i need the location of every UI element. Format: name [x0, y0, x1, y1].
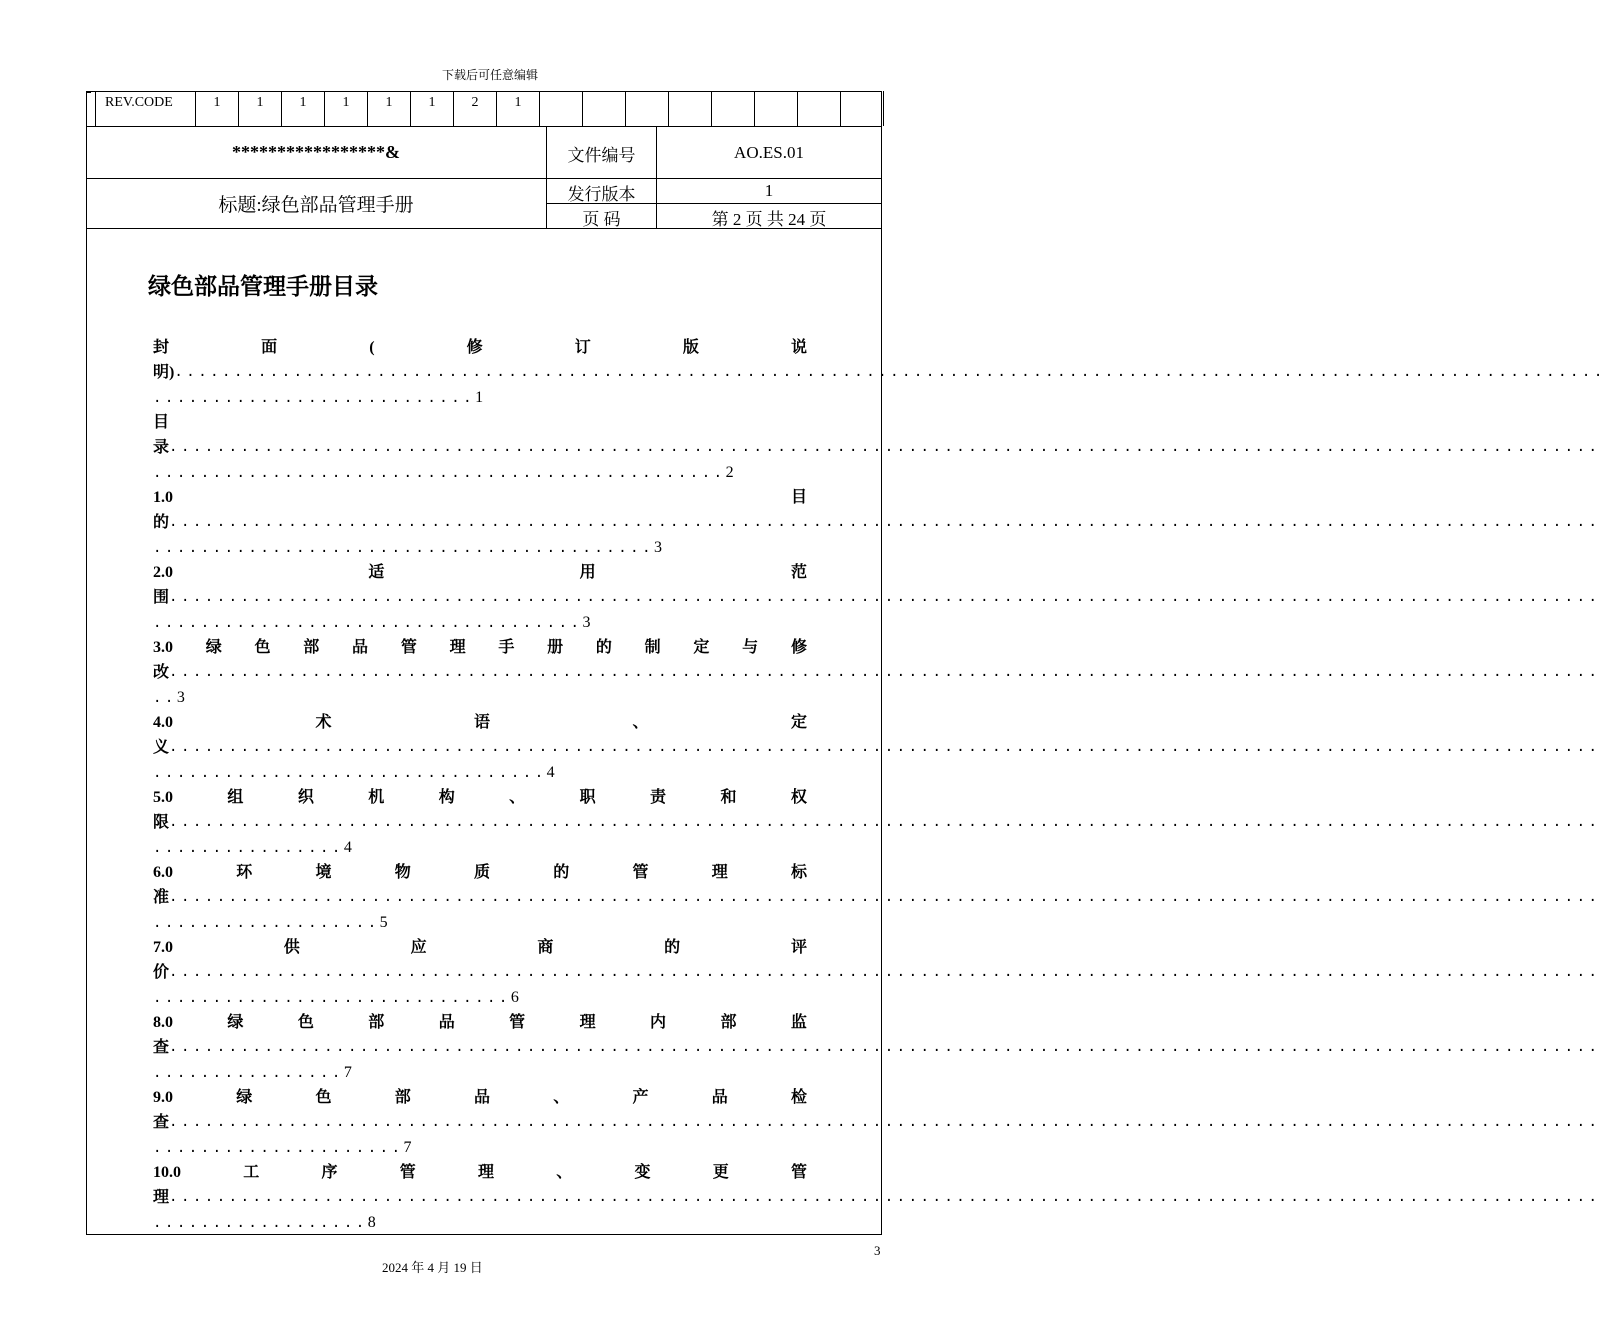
toc-title-char: 范: [790, 564, 807, 581]
toc-entry-leader: [153, 360, 1606, 385]
toc-title-char: 理: [449, 639, 466, 656]
toc-entry-leader: [153, 435, 1601, 460]
toc-title-char: 10.0: [153, 1164, 181, 1181]
toc-title-char: 供: [283, 939, 300, 956]
toc-title-char: 封: [153, 339, 170, 356]
toc-title-char: 理: [711, 864, 728, 881]
toc-title-char: 更: [712, 1164, 729, 1181]
toc-title-char: 管: [632, 864, 649, 881]
toc-title-char: 组: [227, 789, 244, 806]
toc-title-char: 色: [254, 639, 271, 656]
toc-title-char: 用: [579, 564, 596, 581]
toc-entry-leader: [153, 660, 1601, 685]
toc-entry-title: [153, 635, 807, 660]
toc-entry-leader: [153, 1110, 1601, 1135]
dot-leader: ........................................................................................................................: [169, 514, 1601, 530]
rev-code-cell: [841, 91, 884, 126]
dot-leader: ........................................................................................................................: [169, 1039, 1601, 1055]
page-number: 3: [874, 1243, 881, 1258]
toc-entry-leader: [153, 960, 1601, 985]
toc-entry-leader: [153, 1035, 1601, 1060]
dot-leader: ........................................................................................................................: [169, 964, 1601, 980]
toc-title-char: 制: [644, 639, 661, 656]
toc-title-char: 织: [297, 789, 314, 806]
toc-title-end: 改: [153, 664, 170, 681]
doc-number-label: 文件编号: [567, 146, 636, 165]
toc-title-char: 2.0: [153, 564, 173, 581]
rev-code-row: [95, 91, 884, 126]
toc-title-char: 8.0: [153, 1014, 173, 1031]
toc-page-number: 8: [367, 1214, 376, 1231]
toc-entry-page-line: [153, 1060, 807, 1085]
toc-title-end: 查: [153, 1039, 170, 1056]
toc-title-char: 部: [720, 1014, 737, 1031]
toc-title-char: 品: [352, 639, 369, 656]
toc-entry-title: [153, 485, 807, 510]
toc-page-number: 7: [343, 1064, 352, 1081]
toc-title-char: 管: [509, 1014, 526, 1031]
toc-entry-title: [153, 785, 807, 810]
toc-title-char: 部: [394, 1089, 411, 1106]
toc-title-char: 构: [438, 789, 455, 806]
toc-entry-title: [153, 1085, 807, 1110]
toc-title-char: 语: [473, 714, 490, 731]
toc-title-char: 册: [547, 639, 564, 656]
header-rule: [86, 178, 882, 179]
toc-title-char: 绿: [236, 1089, 253, 1106]
toc-title-end: 的: [153, 514, 170, 531]
dot-leader: ...................: [153, 915, 380, 931]
toc-title-char: 境: [315, 864, 332, 881]
toc-title-end: 限: [153, 814, 170, 831]
dot-leader: ..........................................: [153, 540, 655, 556]
toc-title-end: 录: [153, 439, 170, 456]
toc-entry-page-line: [153, 760, 807, 785]
toc-entry-page-line: [153, 1135, 807, 1160]
toc-entry-page-line: [153, 535, 807, 560]
toc-title-char: 目: [790, 489, 807, 506]
dot-leader: ................: [153, 1065, 344, 1081]
toc-entry-title: [153, 560, 807, 585]
toc-title-char: 订: [574, 339, 591, 356]
toc-page-number: 3: [654, 539, 663, 556]
toc-title-end: 准: [153, 889, 170, 906]
toc-title-char: 7.0: [153, 939, 173, 956]
toc-title-char: 部: [368, 1014, 385, 1031]
toc-entry[interactable]: [153, 710, 1601, 785]
dot-leader: ..................: [153, 1215, 368, 1231]
toc-title-char: 、: [556, 1164, 573, 1181]
toc-page-number: 6: [510, 989, 519, 1006]
toc-title-char: 、: [553, 1089, 570, 1106]
dot-leader: ................: [153, 840, 344, 856]
rev-code-cell: [626, 91, 669, 126]
toc-entry[interactable]: [153, 485, 1601, 560]
rev-code-cell: 1: [282, 91, 325, 126]
toc-title-char: 品: [473, 1089, 490, 1106]
rev-code-cell: 1: [368, 91, 411, 126]
rev-code-cell: 1: [239, 91, 282, 126]
toc-title-char: 5.0: [153, 789, 173, 806]
toc-title-char: 术: [315, 714, 332, 731]
rev-code-cell: [798, 91, 841, 126]
rev-code-cell: 1: [325, 91, 368, 126]
toc-title-char: 工: [243, 1164, 260, 1181]
rev-code-cell: [755, 91, 798, 126]
toc-entry[interactable]: [153, 1160, 1601, 1235]
toc-title-char: 定: [693, 639, 710, 656]
toc-title-char: 4.0: [153, 714, 173, 731]
toc-title-char: 评: [790, 939, 807, 956]
toc-title-char: 说: [790, 339, 807, 356]
toc-title-char: 目: [153, 414, 170, 431]
toc-title-char: 绿: [227, 1014, 244, 1031]
dot-leader: ................................................: [153, 465, 726, 481]
toc-entry[interactable]: [153, 410, 1601, 485]
toc-title-char: 管: [400, 639, 417, 656]
toc-entry-title: [153, 860, 807, 885]
toc-entry-page-line: [153, 835, 807, 860]
toc-title-char: 品: [711, 1089, 728, 1106]
toc-title-end: 明): [153, 364, 175, 381]
header-rule: [86, 126, 882, 127]
rev-code-cell: [712, 91, 755, 126]
dot-leader: ........................................................................................................................: [169, 1114, 1601, 1130]
toc-title-char: 手: [498, 639, 515, 656]
page-label: 页 码: [582, 210, 621, 229]
dot-leader: ..: [153, 690, 177, 706]
toc-entry-leader: [153, 510, 1601, 535]
toc-title-char: 机: [368, 789, 385, 806]
toc-title-char: 内: [650, 1014, 667, 1031]
toc-title-char: 1.0: [153, 489, 173, 506]
toc-title-char: 物: [394, 864, 411, 881]
company-name: *****************&: [232, 142, 400, 162]
table-of-contents: [153, 335, 1606, 1235]
dot-leader: ........................................................................................................................: [169, 814, 1601, 830]
toc-entry[interactable]: [153, 785, 1601, 860]
toc-entry-page-line: [153, 1210, 807, 1235]
toc-heading: 绿色部品管理手册目录: [148, 274, 378, 300]
toc-title-char: 责: [650, 789, 667, 806]
toc-title-char: 修: [466, 339, 483, 356]
dot-leader: ........................................................................................................................: [169, 1189, 1601, 1205]
toc-title-char: 的: [595, 639, 612, 656]
rev-code-cell: 2: [454, 91, 497, 126]
toc-title-char: 标: [790, 864, 807, 881]
dot-leader: ........................................................................................................................: [174, 364, 1606, 380]
rev-code-cell: [540, 91, 583, 126]
toc-title-char: 职: [579, 789, 596, 806]
footer-date: 2024 年 4 月 19 日: [382, 1260, 483, 1275]
toc-title-char: 定: [790, 714, 807, 731]
toc-title-char: 理: [579, 1014, 596, 1031]
toc-title-char: 与: [742, 639, 759, 656]
toc-entry-page-line: [153, 685, 807, 710]
toc-title-char: 的: [553, 864, 570, 881]
toc-title-char: 9.0: [153, 1089, 173, 1106]
rev-code-cell: [669, 91, 712, 126]
toc-title-end: 围: [153, 589, 170, 606]
dot-leader: ........................................................................................................................: [169, 889, 1601, 905]
toc-title-char: 应: [410, 939, 427, 956]
toc-title-char: 管: [790, 1164, 807, 1181]
toc-page-number: 3: [176, 689, 185, 706]
toc-entry[interactable]: [153, 635, 1601, 710]
dot-leader: ........................................................................................................................: [169, 664, 1601, 680]
toc-page-number: 5: [379, 914, 388, 931]
toc-title-char: 产: [632, 1089, 649, 1106]
rev-code-cell: [583, 91, 626, 126]
dot-leader: .....................: [153, 1140, 404, 1156]
toc-title-char: 修: [790, 639, 807, 656]
toc-title-end: 价: [153, 964, 170, 981]
toc-title-char: 版: [682, 339, 699, 356]
rev-code-cell: 1: [196, 91, 239, 126]
toc-entry-page-line: [153, 985, 807, 1010]
toc-title-char: 环: [236, 864, 253, 881]
toc-entry[interactable]: [153, 1010, 1601, 1085]
toc-page-number: 4: [546, 764, 555, 781]
toc-page-number: 3: [582, 614, 591, 631]
toc-entry-leader: [153, 585, 1601, 610]
toc-title-char: 序: [321, 1164, 338, 1181]
toc-title-char: 权: [790, 789, 807, 806]
toc-title-char: 部: [303, 639, 320, 656]
toc-title-char: 管: [399, 1164, 416, 1181]
dot-leader: ........................................................................................................................: [169, 739, 1601, 755]
toc-title-char: 理: [477, 1164, 494, 1181]
toc-title-char: 质: [473, 864, 490, 881]
dot-leader: ........................................................................................................................: [169, 439, 1601, 455]
toc-page-number: 7: [403, 1139, 412, 1156]
toc-title-char: 适: [368, 564, 385, 581]
toc-title-char: (: [369, 339, 375, 356]
toc-title-char: 品: [438, 1014, 455, 1031]
rev-code-cell: 1: [497, 91, 540, 126]
toc-entry-page-line: [153, 610, 807, 635]
toc-page-number: 2: [725, 464, 734, 481]
toc-entry-title: [153, 410, 807, 435]
doc-number-value: AO.ES.01: [734, 143, 804, 162]
toc-title-end: 查: [153, 1114, 170, 1131]
toc-title-char: 监: [790, 1014, 807, 1031]
version-value: 1: [764, 181, 774, 200]
toc-entry[interactable]: [153, 335, 1606, 410]
toc-entry-leader: [153, 810, 1601, 835]
toc-entry-title: [153, 710, 807, 735]
toc-title-char: 绿: [205, 639, 222, 656]
toc-title-end: 义: [153, 739, 170, 756]
toc-entry-page-line: [153, 910, 807, 935]
toc-entry-page-line: [153, 385, 807, 410]
toc-entry[interactable]: [153, 935, 1601, 1010]
toc-title-char: 色: [297, 1014, 314, 1031]
document-title: 标题:绿色部品管理手册: [218, 195, 414, 216]
toc-entry-page-line: [153, 460, 807, 485]
toc-entry-leader: [153, 735, 1601, 760]
toc-entry[interactable]: [153, 560, 1601, 635]
toc-page-number: 4: [343, 839, 352, 856]
toc-title-char: 变: [634, 1164, 651, 1181]
toc-entry-leader: [153, 885, 1601, 910]
page-value: 第 2 页 共 24 页: [711, 210, 827, 229]
toc-entry-leader: [153, 1185, 1601, 1210]
dot-leader: ..............................: [153, 990, 511, 1006]
top-note: 下载后可任意编辑: [441, 68, 538, 82]
toc-title-char: 6.0: [153, 864, 173, 881]
toc-title-char: 面: [261, 339, 278, 356]
toc-entry[interactable]: [153, 860, 1601, 935]
dot-leader: ...........................: [153, 390, 476, 406]
toc-title-char: 色: [315, 1089, 332, 1106]
toc-entry[interactable]: [153, 1085, 1601, 1160]
dot-leader: ........................................................................................................................: [169, 589, 1601, 605]
version-label: 发行版本: [567, 185, 636, 204]
toc-title-char: 、: [632, 714, 649, 731]
rev-code-cell: 1: [411, 91, 454, 126]
toc-entry-title: [153, 935, 807, 960]
toc-title-char: 和: [720, 789, 737, 806]
toc-title-char: 3.0: [153, 639, 173, 656]
toc-title-char: 的: [664, 939, 681, 956]
toc-title-char: 、: [509, 789, 526, 806]
toc-title-char: 检: [790, 1089, 807, 1106]
toc-title-char: 商: [537, 939, 554, 956]
toc-title-end: 理: [153, 1189, 170, 1206]
toc-entry-title: [153, 1160, 807, 1185]
toc-page-number: 1: [475, 389, 484, 406]
toc-entry-title: [153, 1010, 807, 1035]
rev-code-label: REV.CODE: [95, 91, 196, 126]
dot-leader: ....................................: [153, 615, 583, 631]
toc-entry-title: [153, 335, 807, 360]
dot-leader: .................................: [153, 765, 547, 781]
